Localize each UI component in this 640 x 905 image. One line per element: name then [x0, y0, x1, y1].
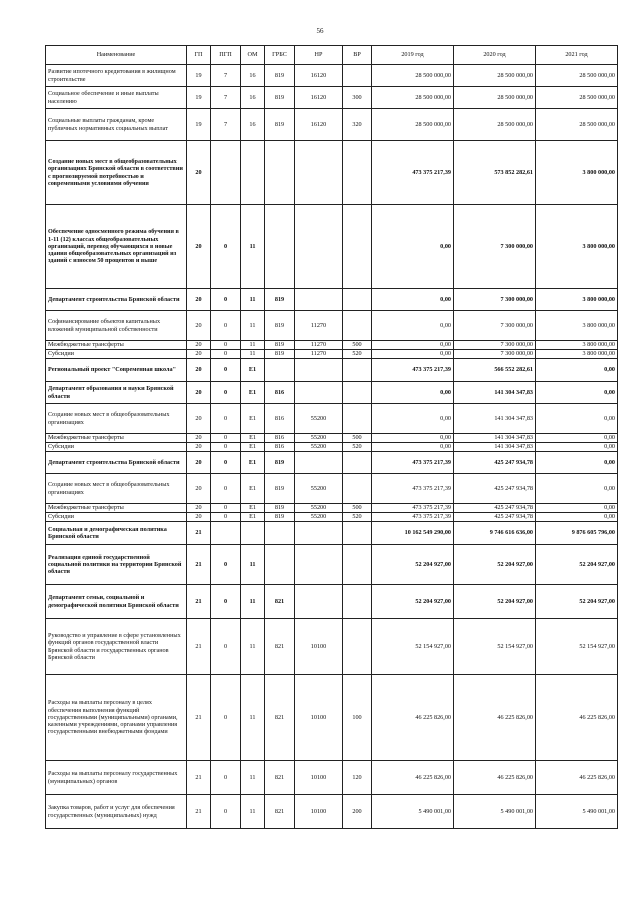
- amount-2021-cell: 46 225 826,00: [536, 675, 618, 761]
- column-header: ПГП: [211, 46, 241, 65]
- amount-2021-cell: 0,00: [536, 404, 618, 434]
- gp-cell: 19: [187, 109, 211, 141]
- om-cell: 11: [241, 795, 265, 829]
- amount-2019-cell: 52 204 927,00: [372, 545, 454, 585]
- vr-cell: [343, 359, 372, 382]
- gp-cell: 21: [187, 585, 211, 619]
- table-row: [46, 443, 618, 452]
- gp-cell: 20: [187, 289, 211, 311]
- row-name-cell: Субсидии: [46, 443, 187, 452]
- nr-cell: 16120: [295, 109, 343, 141]
- gp-cell: 21: [187, 522, 211, 545]
- vr-cell: [343, 545, 372, 585]
- amount-2019-cell: 473 375 217,39: [372, 504, 454, 513]
- amount-2021-cell: 3 800 000,00: [536, 141, 618, 205]
- amount-2021-cell: 3 800 000,00: [536, 341, 618, 350]
- amount-2020-cell: 28 500 000,00: [454, 87, 536, 109]
- table-row: [46, 434, 618, 443]
- pgp-cell: 0: [211, 434, 241, 443]
- table-row: [46, 585, 618, 619]
- row-name-cell: Создание новых мест в общеобразовательных организациях: [46, 474, 187, 504]
- row-name-cell: Департамент образования и науки Брянской области: [46, 382, 187, 404]
- vr-cell: [343, 289, 372, 311]
- nr-cell: [295, 585, 343, 619]
- row-name-cell: Межбюджетные трансферты: [46, 504, 187, 513]
- amount-2021-cell: 3 800 000,00: [536, 289, 618, 311]
- gp-cell: 21: [187, 675, 211, 761]
- vr-cell: 300: [343, 87, 372, 109]
- amount-2019-cell: 0,00: [372, 434, 454, 443]
- table-row: [46, 545, 618, 585]
- amount-2021-cell: 3 800 000,00: [536, 350, 618, 359]
- amount-2021-cell: 9 876 605 796,00: [536, 522, 618, 545]
- row-name-cell: Создание новых мест в общеобразовательных организациях: [46, 404, 187, 434]
- amount-2021-cell: 52 154 927,00: [536, 619, 618, 675]
- pgp-cell: 0: [211, 761, 241, 795]
- row-name-cell: Развитие ипотечного кредитования в жилищном строительстве: [46, 65, 187, 87]
- row-name-cell: Социальная и демографическая политика Брянской области: [46, 522, 187, 545]
- table-row: [46, 761, 618, 795]
- grbs-cell: [265, 359, 295, 382]
- vr-cell: [343, 311, 372, 341]
- om-cell: E1: [241, 382, 265, 404]
- amount-2019-cell: 28 500 000,00: [372, 87, 454, 109]
- vr-cell: [343, 522, 372, 545]
- amount-2020-cell: 425 247 934,78: [454, 452, 536, 474]
- nr-cell: [295, 382, 343, 404]
- amount-2019-cell: 473 375 217,39: [372, 141, 454, 205]
- table-row: [46, 350, 618, 359]
- row-name-cell: Создание новых мест в общеобразовательных организациях Брянской области в соответствии с прогнозируемой потребностью и современными условиями обучения: [46, 141, 187, 205]
- amount-2020-cell: 141 304 347,83: [454, 382, 536, 404]
- column-header: 2020 год: [454, 46, 536, 65]
- grbs-cell: 819: [265, 289, 295, 311]
- amount-2019-cell: 10 162 549 290,00: [372, 522, 454, 545]
- row-name-cell: Реализация единой государственной социальной политики на территории Брянской области: [46, 545, 187, 585]
- nr-cell: 10100: [295, 761, 343, 795]
- amount-2019-cell: 46 225 826,00: [372, 761, 454, 795]
- pgp-cell: 0: [211, 341, 241, 350]
- grbs-cell: 819: [265, 109, 295, 141]
- vr-cell: 120: [343, 761, 372, 795]
- om-cell: 11: [241, 350, 265, 359]
- gp-cell: 20: [187, 504, 211, 513]
- table-row: [46, 289, 618, 311]
- nr-cell: 10100: [295, 619, 343, 675]
- gp-cell: 20: [187, 443, 211, 452]
- grbs-cell: 816: [265, 404, 295, 434]
- row-name-cell: Обеспечение односменного режима обучения в 1-11 (12) классах общеобразовательных организаций, перевод обучающихся в новые здания общеобразовательных организаций из зданий с износом 50 процентов и выше: [46, 205, 187, 289]
- om-cell: E1: [241, 359, 265, 382]
- grbs-cell: 819: [265, 350, 295, 359]
- row-name-cell: Региональный проект "Современная школа": [46, 359, 187, 382]
- om-cell: 16: [241, 65, 265, 87]
- gp-cell: 20: [187, 434, 211, 443]
- amount-2021-cell: 46 225 826,00: [536, 761, 618, 795]
- om-cell: 11: [241, 761, 265, 795]
- amount-2021-cell: 0,00: [536, 474, 618, 504]
- grbs-cell: 821: [265, 795, 295, 829]
- gp-cell: 21: [187, 545, 211, 585]
- nr-cell: 11270: [295, 350, 343, 359]
- amount-2019-cell: 28 500 000,00: [372, 65, 454, 87]
- table-row: [46, 452, 618, 474]
- grbs-cell: [265, 545, 295, 585]
- amount-2021-cell: 3 800 000,00: [536, 311, 618, 341]
- om-cell: 11: [241, 289, 265, 311]
- amount-2020-cell: 7 300 000,00: [454, 311, 536, 341]
- amount-2019-cell: 0,00: [372, 289, 454, 311]
- om-cell: E1: [241, 504, 265, 513]
- gp-cell: 20: [187, 311, 211, 341]
- pgp-cell: 0: [211, 675, 241, 761]
- table-header-row: [46, 46, 618, 65]
- amount-2019-cell: 52 154 927,00: [372, 619, 454, 675]
- amount-2020-cell: 7 300 000,00: [454, 205, 536, 289]
- amount-2020-cell: 46 225 826,00: [454, 761, 536, 795]
- row-name-cell: Межбюджетные трансферты: [46, 341, 187, 350]
- vr-cell: [343, 141, 372, 205]
- grbs-cell: 821: [265, 619, 295, 675]
- grbs-cell: 819: [265, 504, 295, 513]
- gp-cell: 20: [187, 359, 211, 382]
- column-header: ВР: [343, 46, 372, 65]
- pgp-cell: 0: [211, 404, 241, 434]
- table-row: [46, 522, 618, 545]
- gp-cell: 20: [187, 382, 211, 404]
- amount-2020-cell: 141 304 347,83: [454, 404, 536, 434]
- amount-2020-cell: 46 225 826,00: [454, 675, 536, 761]
- amount-2019-cell: 0,00: [372, 404, 454, 434]
- amount-2021-cell: 3 800 000,00: [536, 205, 618, 289]
- grbs-cell: [265, 522, 295, 545]
- gp-cell: 20: [187, 350, 211, 359]
- row-name-cell: Субсидии: [46, 350, 187, 359]
- amount-2020-cell: 566 552 282,61: [454, 359, 536, 382]
- table-row: [46, 359, 618, 382]
- om-cell: [241, 522, 265, 545]
- om-cell: E1: [241, 404, 265, 434]
- amount-2021-cell: 52 204 927,00: [536, 585, 618, 619]
- row-name-cell: Социальные выплаты гражданам, кроме публичных нормативных социальных выплат: [46, 109, 187, 141]
- nr-cell: [295, 359, 343, 382]
- nr-cell: 55200: [295, 504, 343, 513]
- table-row: [46, 382, 618, 404]
- table-row: [46, 205, 618, 289]
- pgp-cell: 7: [211, 87, 241, 109]
- om-cell: [241, 141, 265, 205]
- table-row: [46, 341, 618, 350]
- vr-cell: [343, 65, 372, 87]
- table-row: [46, 65, 618, 87]
- amount-2019-cell: 473 375 217,39: [372, 359, 454, 382]
- amount-2019-cell: 46 225 826,00: [372, 675, 454, 761]
- pgp-cell: 0: [211, 382, 241, 404]
- table-row: [46, 311, 618, 341]
- amount-2019-cell: 0,00: [372, 350, 454, 359]
- amount-2019-cell: 0,00: [372, 205, 454, 289]
- row-name-cell: Софинансирование объектов капитальных вложений муниципальной собственности: [46, 311, 187, 341]
- om-cell: E1: [241, 474, 265, 504]
- nr-cell: 55200: [295, 404, 343, 434]
- grbs-cell: 816: [265, 434, 295, 443]
- grbs-cell: 819: [265, 311, 295, 341]
- vr-cell: [343, 452, 372, 474]
- nr-cell: 16120: [295, 87, 343, 109]
- amount-2021-cell: 0,00: [536, 452, 618, 474]
- om-cell: 11: [241, 311, 265, 341]
- gp-cell: 21: [187, 761, 211, 795]
- pgp-cell: 0: [211, 311, 241, 341]
- row-name-cell: Руководство и управление в сфере установленных функций органов государственной власти Брянской области и государственных органов Брянской области: [46, 619, 187, 675]
- amount-2021-cell: 28 500 000,00: [536, 87, 618, 109]
- amount-2021-cell: 52 204 927,00: [536, 545, 618, 585]
- pgp-cell: 0: [211, 504, 241, 513]
- amount-2019-cell: 52 204 927,00: [372, 585, 454, 619]
- amount-2020-cell: 28 500 000,00: [454, 65, 536, 87]
- amount-2021-cell: 0,00: [536, 443, 618, 452]
- nr-cell: 11270: [295, 341, 343, 350]
- nr-cell: [295, 141, 343, 205]
- page-number: 56: [316, 27, 324, 35]
- pgp-cell: 0: [211, 795, 241, 829]
- pgp-cell: 0: [211, 585, 241, 619]
- amount-2021-cell: 28 500 000,00: [536, 65, 618, 87]
- column-header: 2021 год: [536, 46, 618, 65]
- amount-2019-cell: 28 500 000,00: [372, 109, 454, 141]
- nr-cell: [295, 452, 343, 474]
- amount-2020-cell: 141 304 347,83: [454, 434, 536, 443]
- amount-2021-cell: 0,00: [536, 513, 618, 522]
- vr-cell: 500: [343, 341, 372, 350]
- table-row: [46, 404, 618, 434]
- row-name-cell: Департамент строительства Брянской области: [46, 289, 187, 311]
- amount-2020-cell: 141 304 347,83: [454, 443, 536, 452]
- gp-cell: 19: [187, 65, 211, 87]
- amount-2020-cell: 7 300 000,00: [454, 350, 536, 359]
- amount-2020-cell: 52 204 927,00: [454, 545, 536, 585]
- amount-2019-cell: 0,00: [372, 443, 454, 452]
- om-cell: 11: [241, 205, 265, 289]
- table-row: [46, 474, 618, 504]
- nr-cell: 10100: [295, 675, 343, 761]
- nr-cell: 11270: [295, 311, 343, 341]
- amount-2020-cell: 425 247 934,78: [454, 474, 536, 504]
- amount-2020-cell: 425 247 934,78: [454, 513, 536, 522]
- amount-2021-cell: 5 490 001,00: [536, 795, 618, 829]
- pgp-cell: 0: [211, 289, 241, 311]
- budget-table: [45, 45, 618, 829]
- amount-2019-cell: 473 375 217,39: [372, 513, 454, 522]
- om-cell: E1: [241, 513, 265, 522]
- column-header: 2019 год: [372, 46, 454, 65]
- nr-cell: 55200: [295, 434, 343, 443]
- pgp-cell: 0: [211, 443, 241, 452]
- vr-cell: [343, 404, 372, 434]
- amount-2021-cell: 0,00: [536, 434, 618, 443]
- pgp-cell: 0: [211, 452, 241, 474]
- grbs-cell: 816: [265, 443, 295, 452]
- grbs-cell: 819: [265, 513, 295, 522]
- grbs-cell: 821: [265, 675, 295, 761]
- vr-cell: 100: [343, 675, 372, 761]
- amount-2019-cell: 0,00: [372, 341, 454, 350]
- amount-2020-cell: 425 247 934,78: [454, 504, 536, 513]
- nr-cell: 10100: [295, 795, 343, 829]
- gp-cell: 20: [187, 404, 211, 434]
- om-cell: 16: [241, 87, 265, 109]
- row-name-cell: Департамент строительства Брянской области: [46, 452, 187, 474]
- amount-2019-cell: 5 490 001,00: [372, 795, 454, 829]
- grbs-cell: [265, 141, 295, 205]
- row-name-cell: Социальное обеспечение и иные выплаты населению: [46, 87, 187, 109]
- grbs-cell: [265, 205, 295, 289]
- gp-cell: 20: [187, 141, 211, 205]
- nr-cell: 55200: [295, 474, 343, 504]
- amount-2021-cell: 0,00: [536, 382, 618, 404]
- grbs-cell: 819: [265, 65, 295, 87]
- amount-2021-cell: 0,00: [536, 504, 618, 513]
- pgp-cell: 0: [211, 474, 241, 504]
- grbs-cell: 819: [265, 474, 295, 504]
- om-cell: 11: [241, 545, 265, 585]
- grbs-cell: 819: [265, 341, 295, 350]
- grbs-cell: 819: [265, 87, 295, 109]
- vr-cell: [343, 585, 372, 619]
- gp-cell: 20: [187, 513, 211, 522]
- amount-2021-cell: 0,00: [536, 359, 618, 382]
- vr-cell: 320: [343, 109, 372, 141]
- table-row: [46, 109, 618, 141]
- nr-cell: 55200: [295, 443, 343, 452]
- gp-cell: 20: [187, 474, 211, 504]
- row-name-cell: Расходы на выплаты персоналу в целях обеспечения выполнения функций государственными (муниципальными) органами, казенными учреждениями, органами управления государственными внебюджетными фондами: [46, 675, 187, 761]
- table-body: [46, 65, 618, 829]
- pgp-cell: 0: [211, 545, 241, 585]
- row-name-cell: Субсидии: [46, 513, 187, 522]
- om-cell: 11: [241, 619, 265, 675]
- table-row: [46, 141, 618, 205]
- pgp-cell: 0: [211, 359, 241, 382]
- column-header: ГП: [187, 46, 211, 65]
- vr-cell: 520: [343, 513, 372, 522]
- amount-2020-cell: 9 746 616 636,00: [454, 522, 536, 545]
- row-name-cell: Межбюджетные трансферты: [46, 434, 187, 443]
- om-cell: 16: [241, 109, 265, 141]
- pgp-cell: [211, 141, 241, 205]
- vr-cell: 200: [343, 795, 372, 829]
- grbs-cell: 816: [265, 382, 295, 404]
- vr-cell: [343, 205, 372, 289]
- amount-2019-cell: 0,00: [372, 382, 454, 404]
- om-cell: 11: [241, 675, 265, 761]
- gp-cell: 19: [187, 87, 211, 109]
- amount-2019-cell: 473 375 217,39: [372, 452, 454, 474]
- row-name-cell: Расходы на выплаты персоналу государственных (муниципальных) органов: [46, 761, 187, 795]
- table-row: [46, 504, 618, 513]
- om-cell: 11: [241, 585, 265, 619]
- amount-2020-cell: 7 300 000,00: [454, 289, 536, 311]
- grbs-cell: 819: [265, 452, 295, 474]
- amount-2019-cell: 0,00: [372, 311, 454, 341]
- gp-cell: 20: [187, 341, 211, 350]
- gp-cell: 20: [187, 205, 211, 289]
- vr-cell: 500: [343, 504, 372, 513]
- table-row: [46, 619, 618, 675]
- nr-cell: 55200: [295, 513, 343, 522]
- nr-cell: [295, 205, 343, 289]
- nr-cell: [295, 522, 343, 545]
- pgp-cell: 0: [211, 205, 241, 289]
- table-row: [46, 675, 618, 761]
- vr-cell: 520: [343, 443, 372, 452]
- row-name-cell: Закупка товаров, работ и услуг для обеспечения государственных (муниципальных) нужд: [46, 795, 187, 829]
- nr-cell: 16120: [295, 65, 343, 87]
- amount-2019-cell: 473 375 217,39: [372, 474, 454, 504]
- amount-2020-cell: 52 154 927,00: [454, 619, 536, 675]
- amount-2021-cell: 28 500 000,00: [536, 109, 618, 141]
- amount-2020-cell: 5 490 001,00: [454, 795, 536, 829]
- om-cell: E1: [241, 452, 265, 474]
- vr-cell: 500: [343, 434, 372, 443]
- vr-cell: [343, 619, 372, 675]
- amount-2020-cell: 7 300 000,00: [454, 341, 536, 350]
- pgp-cell: 0: [211, 513, 241, 522]
- amount-2020-cell: 573 852 282,61: [454, 141, 536, 205]
- om-cell: E1: [241, 434, 265, 443]
- vr-cell: [343, 474, 372, 504]
- row-name-cell: Департамент семьи, социальной и демографической политики Брянской области: [46, 585, 187, 619]
- table-row: [46, 513, 618, 522]
- column-header: ОМ: [241, 46, 265, 65]
- om-cell: 11: [241, 341, 265, 350]
- vr-cell: [343, 382, 372, 404]
- grbs-cell: 821: [265, 585, 295, 619]
- column-header: НР: [295, 46, 343, 65]
- gp-cell: 20: [187, 452, 211, 474]
- gp-cell: 21: [187, 795, 211, 829]
- table-row: [46, 87, 618, 109]
- pgp-cell: 0: [211, 619, 241, 675]
- pgp-cell: [211, 522, 241, 545]
- amount-2020-cell: 28 500 000,00: [454, 109, 536, 141]
- om-cell: E1: [241, 443, 265, 452]
- table-row: [46, 795, 618, 829]
- pgp-cell: 0: [211, 350, 241, 359]
- pgp-cell: 7: [211, 65, 241, 87]
- column-header: ГРБС: [265, 46, 295, 65]
- amount-2020-cell: 52 204 927,00: [454, 585, 536, 619]
- vr-cell: 520: [343, 350, 372, 359]
- nr-cell: [295, 545, 343, 585]
- column-header: Наименование: [46, 46, 187, 65]
- gp-cell: 21: [187, 619, 211, 675]
- grbs-cell: 821: [265, 761, 295, 795]
- pgp-cell: 7: [211, 109, 241, 141]
- nr-cell: [295, 289, 343, 311]
